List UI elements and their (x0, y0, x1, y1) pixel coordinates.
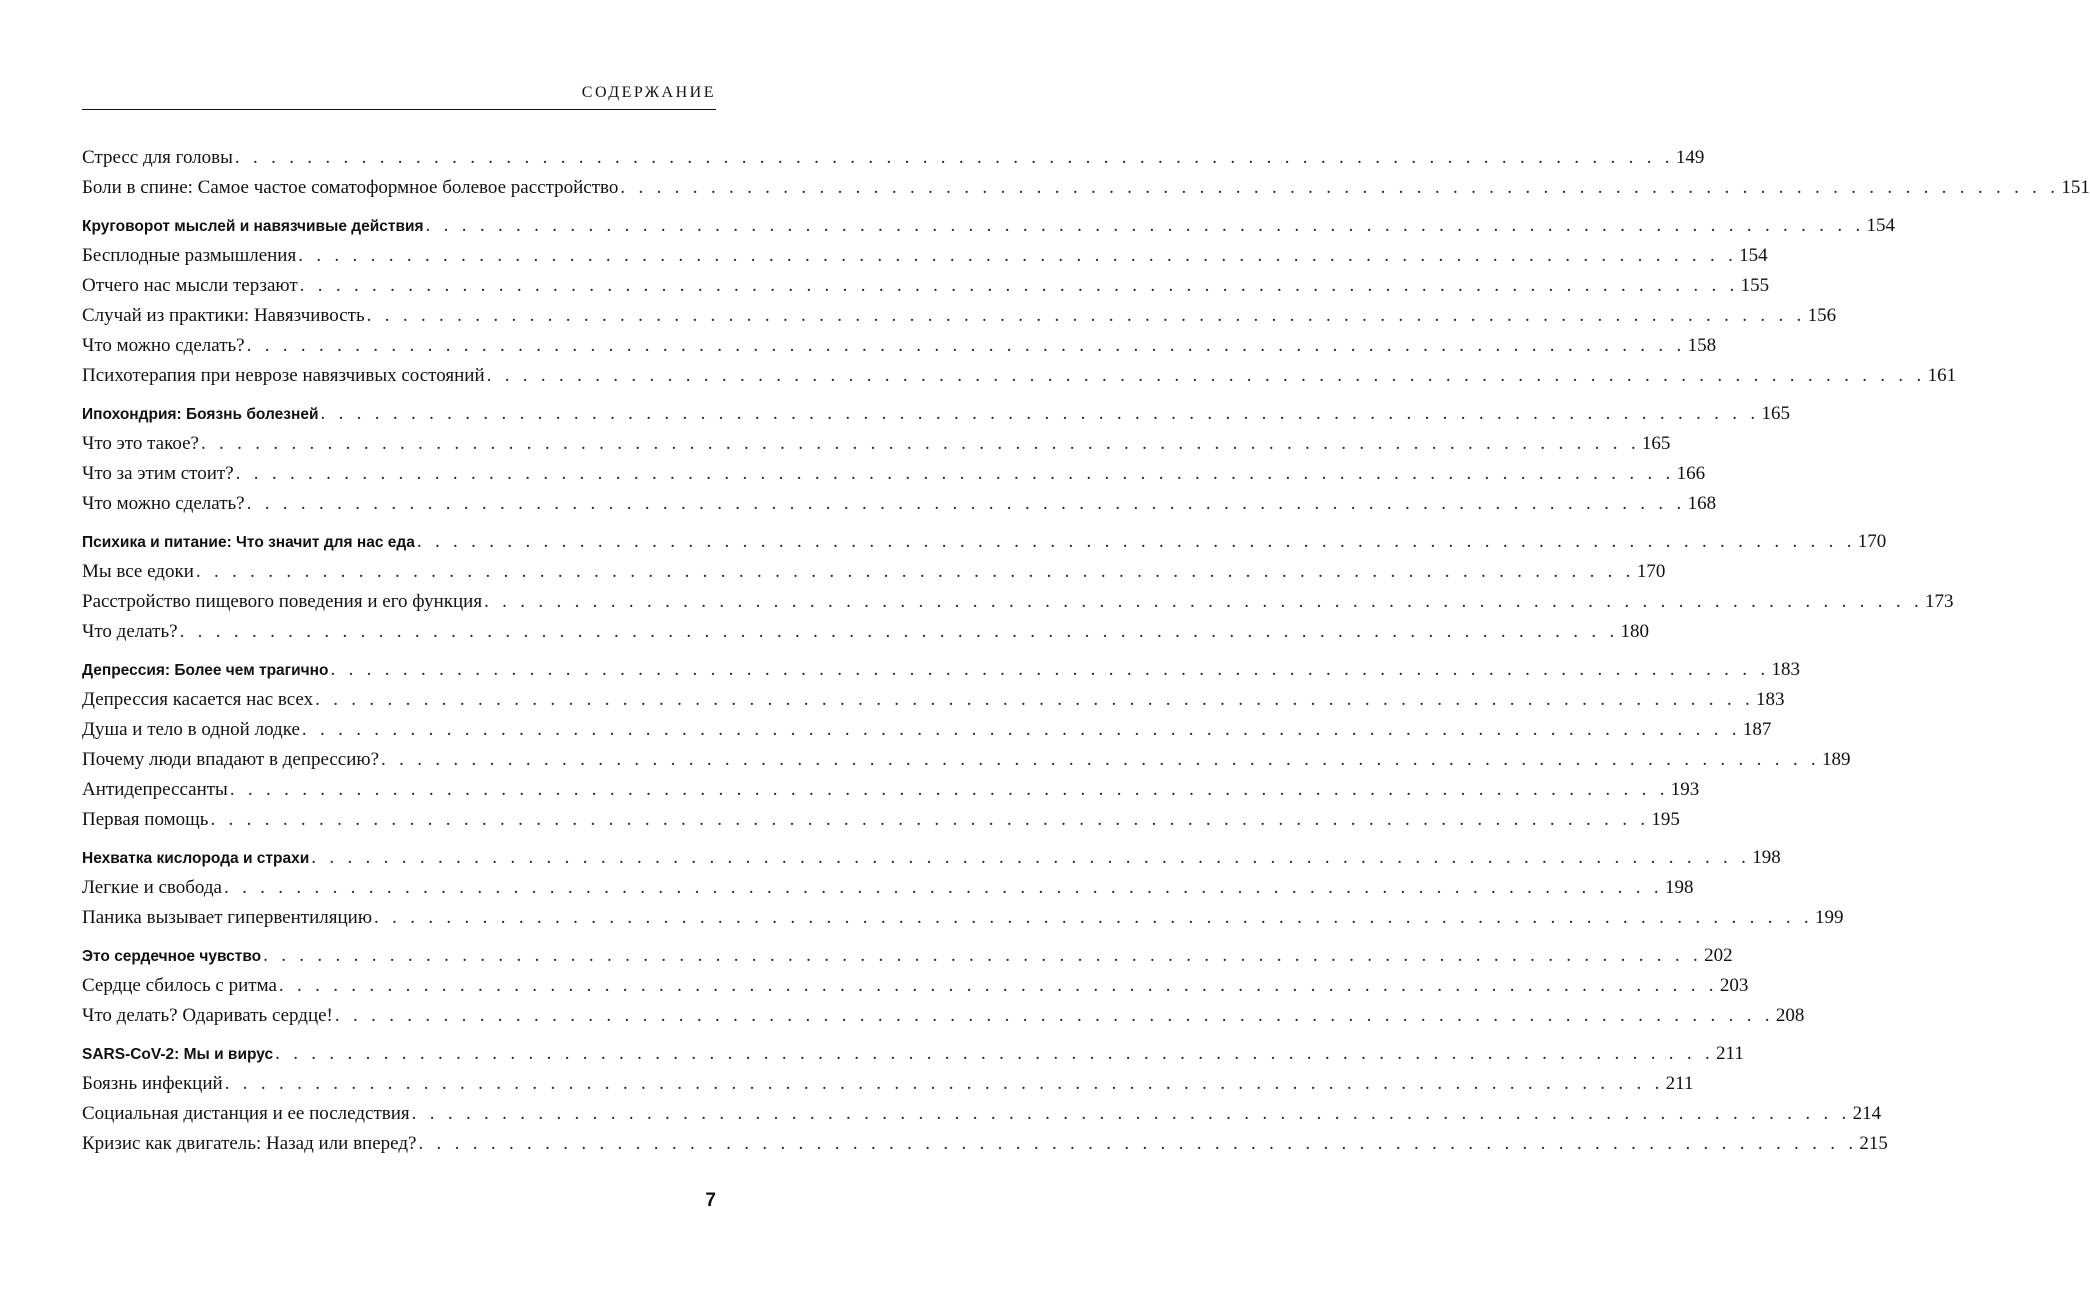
toc-entry-title: Паника вызывает гипервентиляцию (82, 907, 373, 928)
dot-leader: . . . . . . . . . . . . . . . . . . . . . . . . . . . . . . . . . . . . . . . . . . . . . . . . . . . . . . . . . . . . . . . . . . . . . . . . . . . . . . . . (301, 719, 1741, 740)
toc-section-entry (82, 843, 1781, 873)
toc-entry-title: Это сердечное чувство (82, 948, 262, 965)
dot-leader: . . . . . . . . . . . . . . . . . . . . . . . . . . . . . . . . . . . . . . . . . . . . . . . . . . . . . . . . . . . . . . . . . . . . . . . . . . . . . . . . (235, 463, 1675, 484)
toc-entry-title: Антидепрессанты (82, 779, 228, 800)
toc-section-entry (82, 527, 1887, 557)
toc-section-entry (82, 211, 1895, 241)
dot-leader: . . . . . . . . . . . . . . . . . . . . . . . . . . . . . . . . . . . . . . . . . . . . . . . . . . . . . . . . . . . . . . . . . . . . . . . . . . . . . . . . (320, 403, 1760, 424)
toc-entry-title: Легкие и свобода (82, 877, 222, 898)
table-of-contents (82, 143, 2090, 1159)
toc-entry (82, 971, 1749, 1001)
toc-entry-title: Первая помощь (82, 809, 209, 830)
dot-leader: . . . . . . . . . . . . . . . . . . . . . . . . . . . . . . . . . . . . . . . . . . . . . . . . . . . . . . . . . . . . . . . . . . . . . . . . . . . . . . . . (486, 365, 1926, 386)
toc-entry-page: 189 (1821, 749, 1851, 770)
toc-section-entry (82, 941, 1733, 971)
toc-entry-page: 154 (1739, 245, 1768, 266)
toc-entry-title: Бесплодные размышления (82, 245, 297, 266)
dot-leader: . . . . . . . . . . . . . . . . . . . . . . . . . . . . . . . . . . . . . . . . . . . . . . . . . . . . . . . . . . . . . . . . . . . . . . . . . . . . . . . . (330, 659, 1770, 680)
toc-section-entry (82, 1039, 1744, 1069)
dot-leader: . . . . . . . . . . . . . . . . . . . . . . . . . . . . . . . . . . . . . . . . . . . . . . . . . . . . . . . . . . . . . . . . . . . . . . . . . . . . . . . . (425, 215, 1865, 236)
dot-leader: . . . . . . . . . . . . . . . . . . . . . . . . . . . . . . . . . . . . . . . . . . . . . . . . . . . . . . . . . . . . . . . . . . . . . . . . . . . . . . . . (179, 621, 1619, 642)
toc-entry (82, 1001, 1805, 1031)
dot-leader: . . . . . . . . . . . . . . . . . . . . . . . . . . . . . . . . . . . . . . . . . . . . . . . . . . . . . . . . . . . . . . . . . . . . . . . . . . . . . . . . (620, 177, 2060, 198)
toc-entry (82, 331, 1717, 361)
toc-entry-page: 165 (1641, 433, 1671, 454)
dot-leader: . . . . . . . . . . . . . . . . . . . . . . . . . . . . . . . . . . . . . . . . . . . . . . . . . . . . . . . . . . . . . . . . . . . . . . . . . . . . . . . . (278, 975, 1718, 996)
dot-leader: . . . . . . . . . . . . . . . . . . . . . . . . . . . . . . . . . . . . . . . . . . . . . . . . . . . . . . . . . . . . . . . . . . . . . . . . . . . . . . . . (299, 275, 1739, 296)
toc-entry-page: 211 (1716, 1043, 1744, 1064)
dot-leader: . . . . . . . . . . . . . . . . . . . . . . . . . . . . . . . . . . . . . . . . . . . . . . . . . . . . . . . . . . . . . . . . . . . . . . . . . . . . . . . . (374, 907, 1813, 928)
toc-entry-page: 202 (1704, 945, 1733, 966)
header-rule (82, 109, 716, 110)
toc-entry-title: Что за этим стоит? (82, 463, 234, 484)
toc-entry-page: 214 (1852, 1103, 1882, 1124)
toc-entry-title: Сердце сбилось с ритма (82, 975, 277, 996)
toc-entry-page: 180 (1620, 621, 1650, 642)
toc-entry-page: 198 (1752, 847, 1781, 868)
toc-entry-title: Что делать? Одаривать сердце! (82, 1005, 333, 1026)
toc-entry-title: Боли в спине: Самое частое соматоформное болевое расстройство (82, 177, 619, 198)
dot-leader: . . . . . . . . . . . . . . . . . . . . . . . . . . . . . . . . . . . . . . . . . . . . . . . . . . . . . . . . . . . . . . . . . . . . . . . . . . . . . . . . (298, 245, 1738, 266)
toc-entry-title: Психика и питание: Что значит для нас еда (82, 534, 415, 551)
toc-entry (82, 745, 1851, 775)
toc-entry-page: 166 (1676, 463, 1706, 484)
toc-entry-page: 154 (1866, 215, 1895, 236)
dot-leader: . . . . . . . . . . . . . . . . . . . . . . . . . . . . . . . . . . . . . . . . . . . . . . . . . . . . . . . . . . . . . . . . . . . . . . . . . . . . . . . . (334, 1005, 1774, 1026)
toc-entry (82, 489, 1717, 519)
toc-entry (82, 143, 1705, 173)
toc-entry-page: 168 (1687, 493, 1717, 514)
toc-entry-page: 158 (1687, 335, 1717, 356)
toc-entry-page: 165 (1761, 403, 1790, 424)
toc-entry-title: Ипохондрия: Боязнь болезней (82, 406, 319, 423)
toc-entry-page: 155 (1740, 275, 1770, 296)
toc-entry (82, 301, 1837, 331)
toc-entry-page: 151 (2061, 177, 2090, 198)
toc-entry (82, 617, 1650, 647)
dot-leader: . . . . . . . . . . . . . . . . . . . . . . . . . . . . . . . . . . . . . . . . . . . . . . . . . . . . . . . . . . . . . . . . . . . . . . . . . . . . . . . . (381, 749, 1820, 770)
toc-entry-page: 149 (1675, 147, 1705, 168)
toc-entry-title: Почему люди впадают в депрессию? (82, 749, 380, 770)
toc-entry (82, 1069, 1694, 1099)
toc-entry-title: Что делать? (82, 621, 178, 642)
toc-entry-title: Что можно сделать? (82, 335, 245, 356)
toc-entry-page: 173 (1925, 591, 1954, 612)
toc-entry-page: 208 (1775, 1005, 1805, 1026)
dot-leader: . . . . . . . . . . . . . . . . . . . . . . . . . . . . . . . . . . . . . . . . . . . . . . . . . . . . . . . . . . . . . . . . . . . . . . . . . . . . . . . . (246, 335, 1686, 356)
toc-entry (82, 459, 1706, 489)
toc-entry-title: Расстройство пищевого поведения и его функция (82, 591, 483, 612)
dot-leader: . . . . . . . . . . . . . . . . . . . . . . . . . . . . . . . . . . . . . . . . . . . . . . . . . . . . . . . . . . . . . . . . . . . . . . . . . . . . . . . . (229, 779, 1669, 800)
toc-entry-page: 170 (1857, 531, 1887, 552)
toc-entry (82, 873, 1694, 903)
dot-leader: . . . . . . . . . . . . . . . . . . . . . . . . . . . . . . . . . . . . . . . . . . . . . . . . . . . . . . . . . . . . . . . . . . . . . . . . . . . . . . . . (224, 1073, 1664, 1094)
toc-entry-page: 156 (1807, 305, 1837, 326)
toc-entry (82, 1099, 1882, 1129)
toc-entry (82, 805, 1680, 835)
toc-entry (82, 1129, 1888, 1159)
toc-entry (82, 173, 2090, 203)
toc-section-entry (82, 655, 1800, 685)
toc-section-entry (82, 399, 1790, 429)
toc-entry-page: 215 (1859, 1133, 1888, 1154)
toc-entry-title: Душа и тело в одной лодке (82, 719, 300, 740)
dot-leader: . . . . . . . . . . . . . . . . . . . . . . . . . . . . . . . . . . . . . . . . . . . . . . . . . . . . . . . . . . . . . . . . . . . . . . . . . . . . . . . . (416, 531, 1856, 552)
toc-entry (82, 587, 1954, 617)
toc-entry-page: 183 (1756, 689, 1785, 710)
toc-entry-title: Что можно сделать? (82, 493, 245, 514)
dot-leader: . . . . . . . . . . . . . . . . . . . . . . . . . . . . . . . . . . . . . . . . . . . . . . . . . . . . . . . . . . . . . . . . . . . . . . . . . . . . . . . . (311, 847, 1751, 868)
dot-leader: . . . . . . . . . . . . . . . . . . . . . . . . . . . . . . . . . . . . . . . . . . . . . . . . . . . . . . . . . . . . . . . . . . . . . . . . . . . . . . . . (200, 433, 1640, 454)
toc-entry (82, 775, 1700, 805)
toc-entry-page: 161 (1927, 365, 1957, 386)
toc-entry-page: 199 (1814, 907, 1844, 928)
toc-entry-title: Социальная дистанция и ее последствия (82, 1103, 410, 1124)
toc-entry (82, 361, 1957, 391)
toc-entry-title: Что это такое? (82, 433, 199, 454)
toc-entry-title: SARS-CoV-2: Мы и вирус (82, 1046, 274, 1063)
toc-entry-title: Случай из практики: Навязчивость (82, 305, 365, 326)
toc-entry (82, 429, 1671, 459)
page-number: 7 (705, 1190, 716, 1211)
toc-entry (82, 271, 1770, 301)
toc-entry-title: Депрессия касается нас всех (82, 689, 314, 710)
toc-entry-title: Круговорот мыслей и навязчивые действия (82, 218, 424, 235)
dot-leader: . . . . . . . . . . . . . . . . . . . . . . . . . . . . . . . . . . . . . . . . . . . . . . . . . . . . . . . . . . . . . . . . . . . . . . . . . . . . . . . . (484, 591, 1924, 612)
toc-entry (82, 557, 1666, 587)
dot-leader: . . . . . . . . . . . . . . . . . . . . . . . . . . . . . . . . . . . . . . . . . . . . . . . . . . . . . . . . . . . . . . . . . . . . . . . . . . . . . . . . (234, 147, 1674, 168)
toc-entry-page: 187 (1742, 719, 1772, 740)
dot-leader: . . . . . . . . . . . . . . . . . . . . . . . . . . . . . . . . . . . . . . . . . . . . . . . . . . . . . . . . . . . . . . . . . . . . . . . . . . . . . . . . (195, 561, 1635, 582)
toc-entry-page: 211 (1665, 1073, 1694, 1094)
toc-entry-page: 195 (1651, 809, 1680, 830)
dot-leader: . . . . . . . . . . . . . . . . . . . . . . . . . . . . . . . . . . . . . . . . . . . . . . . . . . . . . . . . . . . . . . . . . . . . . . . . . . . . . . . . (210, 809, 1650, 830)
toc-entry (82, 685, 1785, 715)
dot-leader: . . . . . . . . . . . . . . . . . . . . . . . . . . . . . . . . . . . . . . . . . . . . . . . . . . . . . . . . . . . . . . . . . . . . . . . . . . . . . . . . (263, 945, 1703, 966)
toc-entry-title: Нехватка кислорода и страхи (82, 850, 310, 867)
toc-entry-title: Стресс для головы (82, 147, 233, 168)
toc-entry-title: Отчего нас мысли терзают (82, 275, 298, 296)
toc-entry (82, 241, 1768, 271)
toc-entry (82, 715, 1772, 745)
dot-leader: . . . . . . . . . . . . . . . . . . . . . . . . . . . . . . . . . . . . . . . . . . . . . . . . . . . . . . . . . . . . . . . . . . . . . . . . . . . . . . . . (223, 877, 1663, 898)
running-head: СОДЕРЖАНИЕ (581, 84, 716, 101)
dot-leader: . . . . . . . . . . . . . . . . . . . . . . . . . . . . . . . . . . . . . . . . . . . . . . . . . . . . . . . . . . . . . . . . . . . . . . . . . . . . . . . . (366, 305, 1806, 326)
toc-entry-page: 193 (1670, 779, 1700, 800)
dot-leader: . . . . . . . . . . . . . . . . . . . . . . . . . . . . . . . . . . . . . . . . . . . . . . . . . . . . . . . . . . . . . . . . . . . . . . . . . . . . . . . . (275, 1043, 1715, 1064)
toc-entry-page: 183 (1771, 659, 1800, 680)
dot-leader: . . . . . . . . . . . . . . . . . . . . . . . . . . . . . . . . . . . . . . . . . . . . . . . . . . . . . . . . . . . . . . . . . . . . . . . . . . . . . . . . (315, 689, 1755, 710)
toc-entry-title: Кризис как двигатель: Назад или вперед? (82, 1133, 417, 1154)
toc-entry-page: 203 (1719, 975, 1749, 996)
toc-entry-title: Боязнь инфекций (82, 1073, 223, 1094)
dot-leader: . . . . . . . . . . . . . . . . . . . . . . . . . . . . . . . . . . . . . . . . . . . . . . . . . . . . . . . . . . . . . . . . . . . . . . . . . . . . . . . . (246, 493, 1686, 514)
toc-entry-title: Психотерапия при неврозе навязчивых состояний (82, 365, 485, 386)
toc-entry (82, 903, 1844, 933)
toc-entry-page: 198 (1664, 877, 1694, 898)
dot-leader: . . . . . . . . . . . . . . . . . . . . . . . . . . . . . . . . . . . . . . . . . . . . . . . . . . . . . . . . . . . . . . . . . . . . . . . . . . . . . . . . (418, 1133, 1858, 1154)
toc-entry-title: Мы все едоки (82, 561, 194, 582)
toc-entry-page: 170 (1636, 561, 1666, 582)
toc-entry-title: Депрессия: Более чем трагично (82, 662, 329, 679)
dot-leader: . . . . . . . . . . . . . . . . . . . . . . . . . . . . . . . . . . . . . . . . . . . . . . . . . . . . . . . . . . . . . . . . . . . . . . . . . . . . . . . . (411, 1103, 1851, 1124)
